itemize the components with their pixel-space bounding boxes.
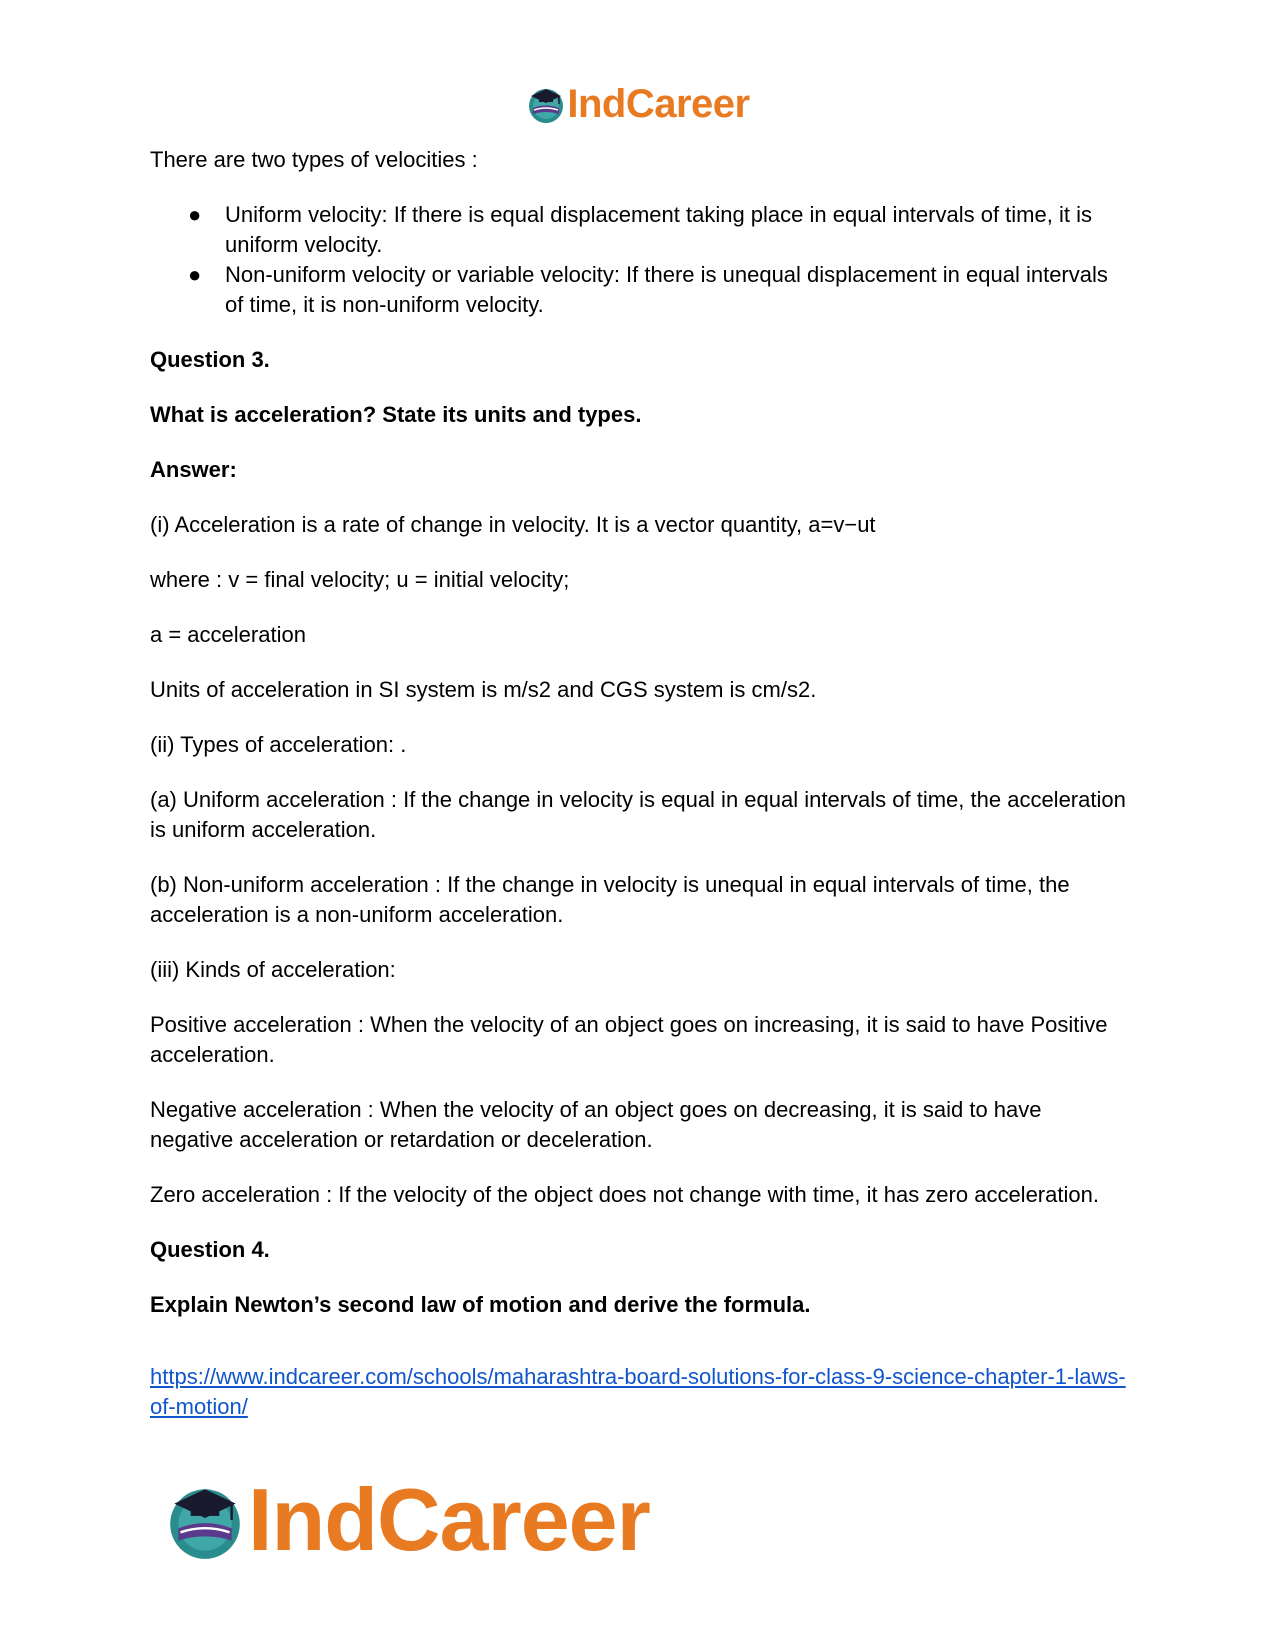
question-3-text: What is acceleration? State its units and types. xyxy=(150,402,642,427)
list-item-text: Uniform velocity: If there is equal displacement taking place in equal intervals of time, it is uniform velocity. xyxy=(225,202,1092,257)
answer-label: Answer: xyxy=(150,457,237,482)
question-4-text: Explain Newton’s second law of motion and derive the formula. xyxy=(150,1292,811,1317)
intro-text: There are two types of velocities : xyxy=(150,147,478,172)
answer-paragraph: Negative acceleration : When the velocity of an object goes on decreasing, it is said to have negative acceleration or retardation or deceleration. xyxy=(150,1097,1042,1152)
list-item-text: Non-uniform velocity or variable velocity: If there is unequal displacement in equal intervals of time, it is non-uniform velocity. xyxy=(225,262,1108,317)
question-4-label: Question 4. xyxy=(150,1237,270,1262)
indcareer-logo[interactable] xyxy=(525,80,749,128)
bullet-icon: ● xyxy=(188,202,202,227)
logo-wordmark: IndCareer xyxy=(248,1470,650,1569)
document-body xyxy=(150,145,1130,1447)
answer-paragraph: Positive acceleration : When the velocity of an object goes on increasing, it is said to have Positive acceleration. xyxy=(150,1012,1108,1067)
question-3-label: Question 3. xyxy=(150,347,270,372)
bullet-icon: ● xyxy=(188,262,202,287)
list-item xyxy=(188,260,1130,320)
answer-paragraph: a = acceleration xyxy=(150,622,306,647)
answer-paragraph: Zero acceleration : If the velocity of the object does not change with time, it has zero acceleration. xyxy=(150,1182,1099,1207)
footer xyxy=(162,1470,650,1570)
answer-paragraph: (i) Acceleration is a rate of change in velocity. It is a vector quantity, a=v−ut xyxy=(150,512,876,537)
answer-paragraph: (ii) Types of acceleration: . xyxy=(150,732,407,757)
indcareer-logo-large[interactable] xyxy=(162,1470,650,1570)
graduation-globe-icon xyxy=(525,83,567,125)
graduation-globe-icon xyxy=(162,1477,248,1563)
answer-paragraph: (b) Non-uniform acceleration : If the change in velocity is unequal in equal intervals of time, the acceleration is a non-uniform acceleration. xyxy=(150,872,1070,927)
answer-paragraph: Units of acceleration in SI system is m/s2 and CGS system is cm/s2. xyxy=(150,677,817,702)
velocity-types-list xyxy=(150,200,1130,320)
list-item xyxy=(188,200,1130,260)
logo-wordmark: IndCareer xyxy=(567,82,750,126)
answer-paragraph: (a) Uniform acceleration : If the change in velocity is equal in equal intervals of time, the acceleration is uniform acceleration. xyxy=(150,787,1126,842)
source-link[interactable]: https://www.indcareer.com/schools/maharashtra-board-solutions-for-class-9-science-chapter-1-laws-of-motion/ xyxy=(150,1364,1126,1419)
answer-paragraph: where : v = final velocity; u = initial velocity; xyxy=(150,567,570,592)
answer-paragraph: (iii) Kinds of acceleration: xyxy=(150,957,396,982)
header xyxy=(0,80,1275,128)
